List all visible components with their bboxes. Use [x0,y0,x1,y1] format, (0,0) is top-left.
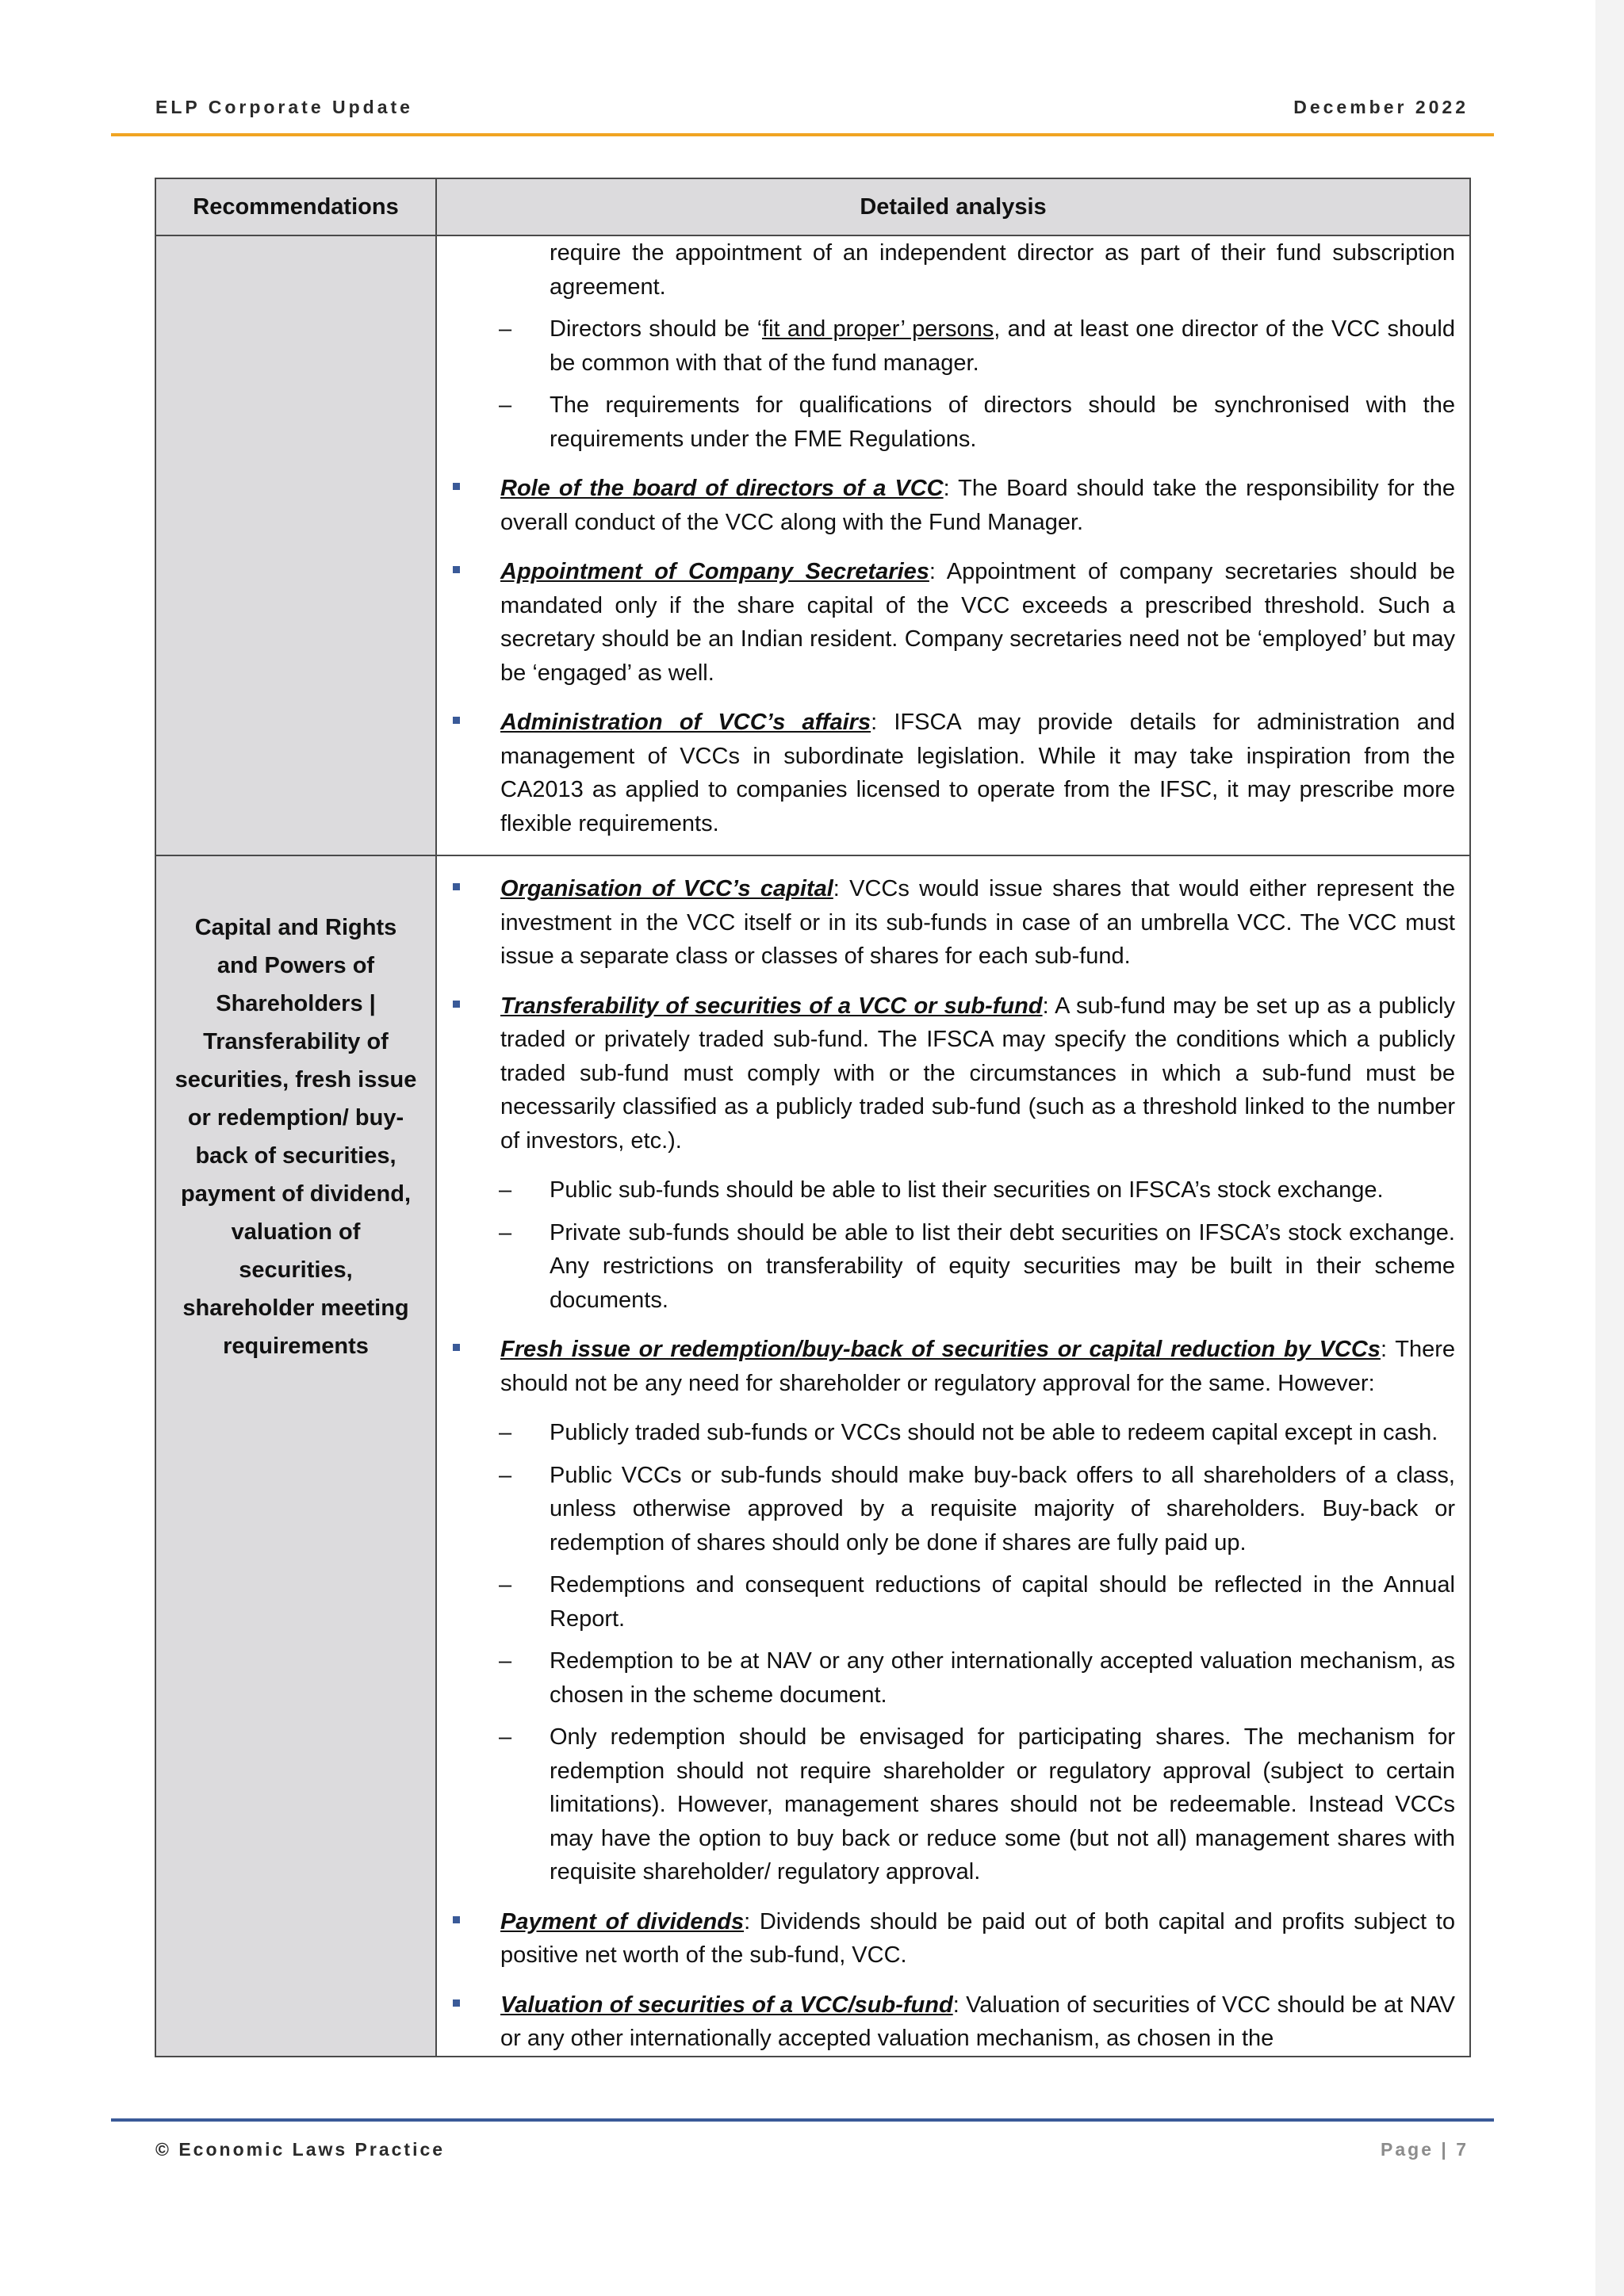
bullet-item [437,1905,1455,1973]
dash-item-text: Private sub-funds should be able to list their debt securities on IFSCA’s stock exchange. Any restrictions on transferability of equity securities may be built in their scheme documents. [550,1219,1455,1313]
bullet-text: : IFSCA may provide details for administration and management of VCCs in subordinate legislation. While it may take inspiration from the CA2013 as applied to companies licensed to operate from the IFSC, it may prescribe more flexible requirements. [500,710,1455,836]
dash-item [437,1416,1455,1450]
bullet-heading: Valuation of securities of a VCC/sub-fund [500,1992,953,2018]
dash-item-text: The requirements for qualifications of directors should be synchronised with the requirements under the FME Regulations. [550,392,1455,452]
dash-item [437,312,1455,380]
bullet-item [437,472,1455,539]
bullet-heading: Payment of dividends [500,1908,745,1934]
dash-item-text: Only redemption should be envisaged for participating shares. The mechanism for redemption should not require shareholder or regulatory approval (subject to certain limitations). However, management shares should not be redeemable. Instead VCCs may have the option to buy back or reduce some (but not all) management shares with requisite shareholder/ regulatory approval. [550,1724,1455,1885]
analysis-cell [436,235,1470,855]
square-bullet-icon [453,1001,460,1008]
bullet-heading: Organisation of VCC’s capital [500,876,833,901]
dash-item-text: Public VCCs or sub-funds should make buy-back offers to all shareholders of a class, unless otherwise approved by a requisite majority of shareholders. Buy-back or redemption of shares should only be done if shares are fully paid up. [550,1462,1455,1556]
recommendations-table [155,178,1471,2057]
page-footer [155,2139,1469,2171]
page-header [155,94,1469,125]
bullet-heading: Fresh issue or redemption/buy-back of securities or capital reduction by VCCs [500,1337,1381,1362]
dash-marker: – [499,392,512,418]
bullet-text: : The Board should take the responsibility for the overall conduct of the VCC along with the Fund Manager. [500,476,1455,535]
recommendation-label: Capital and Rights and Powers of Shareholders | Transferability of securities, fresh issue or redemption/ buy-back of securities, payment of dividend, valuation of securities, shareholder meeting requirements [174,915,417,1359]
footer-copyright: © Economic Laws Practice [155,2139,446,2160]
dash-marker: – [499,1420,512,1445]
page-gutter [1595,0,1624,2296]
continued-text: require the appointment of an independent director as part of their fund subscription agreement. [550,240,1455,300]
dash-item [437,1644,1455,1712]
dash-item-text-pre: Directors should be ‘ [550,316,763,342]
header-title: ELP Corporate Update [155,97,413,117]
bullet-heading: Administration of VCC’s affairs [500,710,871,735]
bullet-text: : Dividends should be paid out of both capital and profits subject to positive net worth of the sub-fund, VCC. [500,1908,1455,1968]
bullet-heading: Role of the board of directors of a VCC [500,476,944,501]
dash-item-text: Publicly traded sub-funds or VCCs should not be able to redeem capital except in cash. [550,1420,1438,1445]
dash-marker: – [499,1648,512,1674]
bullet-heading: Transferability of securities of a VCC or sub-fund [500,993,1043,1019]
recommendation-cell [155,855,436,2057]
bullet-item [437,989,1455,1158]
square-bullet-icon [453,483,460,490]
dash-item [437,388,1455,456]
dash-marker: – [499,1572,512,1598]
bullet-text: : A sub-fund may be set up as a publicly traded or privately traded sub-fund. The IFSCA may specify the conditions which a publicly traded sub-fund must comply with or the circumstances in which a sub-fund must be necessarily classified as a publicly traded sub-fund (such as a threshold linked to the number of investors, etc.). [500,993,1455,1154]
square-bullet-icon [453,883,460,890]
dash-item-text: Public sub-funds should be able to list their securities on IFSCA’s stock exchange. [550,1177,1384,1203]
bullet-item [437,706,1455,840]
table-header-row [155,178,1470,235]
square-bullet-icon [453,717,460,724]
bullet-item [437,1988,1455,2056]
bullet-text: : There should not be any need for shareholder or regulatory approval for the same. However: [500,1337,1455,1396]
square-bullet-icon [453,1999,460,2007]
header-date: December 2022 [1293,97,1469,117]
col-header-detailed-analysis: Detailed analysis [436,178,1470,235]
dash-item [437,1459,1455,1560]
bullet-heading: Appointment of Company Secretaries [500,559,929,584]
bullet-text: : VCCs would issue shares that would either represent the investment in the VCC itself or in its sub-funds in case of an umbrella VCC. The VCC must issue a separate class or classes of shares for each sub-fund. [500,876,1455,969]
square-bullet-icon [453,566,460,573]
dash-marker: – [499,1462,512,1488]
dash-item [437,1720,1455,1889]
dash-item-text-post: , and at least one director of the VCC should be common with that of the fund manager. [550,316,1456,376]
dash-marker: – [499,316,512,342]
analysis-cell [436,855,1470,2057]
dash-item-text: Redemption to be at NAV or any other internationally accepted valuation mechanism, as chosen in the scheme document. [550,1648,1455,1708]
square-bullet-icon [453,1916,460,1923]
page-number: Page | 7 [1381,2139,1469,2160]
bullet-text: : Valuation of securities of VCC should be at NAV or any other internationally accepted valuation mechanism, as chosen in the [500,1992,1456,2051]
recommendation-cell-empty [155,235,436,855]
header-divider [111,133,1494,136]
table-row [155,855,1470,2057]
dash-item [437,1568,1455,1636]
dash-item [437,1216,1455,1318]
col-header-recommendations: Recommendations [155,178,436,235]
footer-divider [111,2118,1494,2122]
bullet-item [437,872,1455,974]
dash-item [437,1173,1455,1207]
dash-marker: – [499,1177,512,1203]
table-row [155,235,1470,855]
dash-item-text: Redemptions and consequent reductions of capital should be reflected in the Annual Report. [550,1572,1455,1632]
bullet-item [437,1333,1455,1400]
square-bullet-icon [453,1344,460,1351]
dash-marker: – [499,1724,512,1750]
dash-marker: – [499,1219,512,1246]
bullet-text: : Appointment of company secretaries should be mandated only if the share capital of the VCC exceeds a prescribed threshold. Such a secretary should be an Indian resident. Company secretaries need not be ‘employed’ but may be ‘engaged’ as well. [500,559,1455,686]
bullet-item [437,555,1455,690]
fit-and-proper-link: fit and proper’ persons [762,316,994,342]
